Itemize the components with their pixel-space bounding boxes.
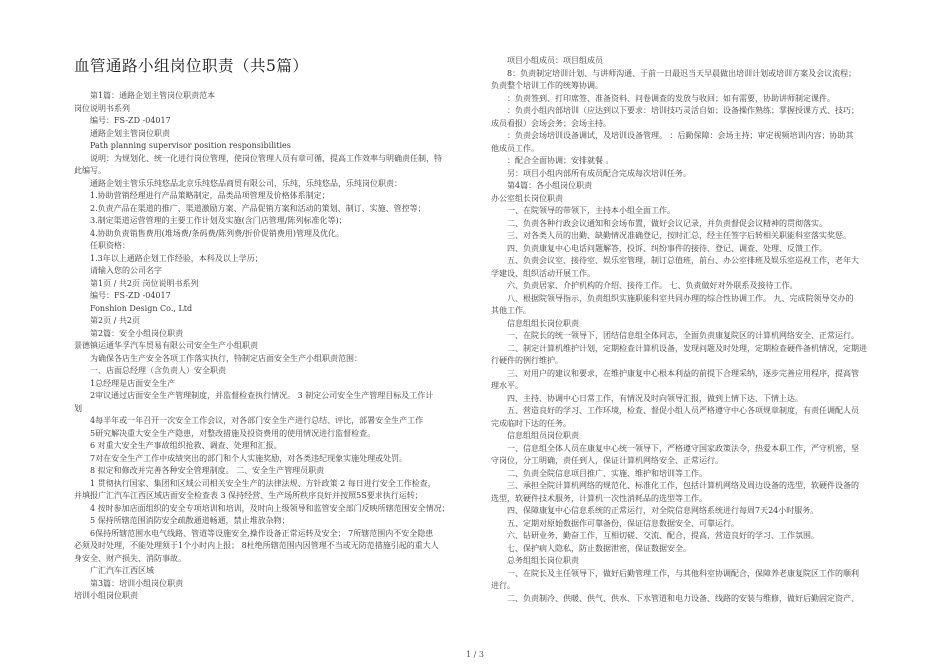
text-line: 五、负责会议室、接待室、娱乐室管理，制订总值班，前台、办公室排班及娱乐室巡视工作，老年大 xyxy=(507,256,859,265)
text-line: 1 贯彻执行国家、集团和区域公司相关安全生产的法律法规、方针政策 2 每日进行安全工作检查， xyxy=(90,478,436,488)
text-line: 行硬件的例行维护。 xyxy=(491,356,563,365)
text-line: 六、钻研业务，勤奋工作，互相切磋、交流、配合，提高，营造良好的学习、工作氛围。 xyxy=(507,531,819,540)
text-line: 3.制定渠道运营管理的主要工作计划及实施(含门店管理/陈列标准化等)； xyxy=(90,216,347,225)
text-line: 学建设、组织活动开展工作。 xyxy=(491,268,595,278)
text-line: 通路企划主管乐乐纯悠品北京乐纯悠品商贸有限公司，乐纯，乐纯悠品，乐纯岗位职责： xyxy=(90,178,402,188)
text-line: 第4篇：各小组岗位职责 xyxy=(507,181,593,190)
text-line: 请输入您的公司名字 xyxy=(90,266,162,275)
text-line: 第2页 / 共2页 xyxy=(90,316,140,325)
text-line: 一、在院长及主任领导下，做好后勤管理工作，与其他科室协调配合，保障养老康复院区工作的顺利 xyxy=(507,568,859,578)
text-line: 6保持所辖范围水电气线路、管道等设施安全,操作设备正常运转及安全； 7所辖范围内不安全隐患 xyxy=(90,528,434,538)
text-line: Fonshion Design Co., Ltd xyxy=(90,303,193,313)
text-line: 通路企划主管岗位职责 xyxy=(90,128,170,138)
text-line: 成员看报）会场会务；会场主持。 xyxy=(491,118,611,128)
text-line: 四、主持、协调中心日常工作，有情况及时向领导汇报，做到上情下达、下情上达。 xyxy=(507,393,803,403)
text-line: 五、营造良好的学习、工作环境，检查、督促小组人员严格遵守中心各项规章制度，有责任调配人员 xyxy=(507,406,859,415)
text-line: 划 xyxy=(74,403,82,413)
text-line: Path planning supervisor position responsibilities xyxy=(90,141,291,150)
text-line: 1.3年以上通路企划工作经验，本科及以上学历； xyxy=(90,253,263,263)
text-line: 此编写。 xyxy=(74,166,106,175)
text-line: 另：项目小组内部所有成员配合完成每次培训任务。 xyxy=(507,168,691,178)
text-line: 5 保持所辖范围消防安全疏散通道畅通，禁止堆放杂物； xyxy=(90,516,290,525)
text-line: ：负责会场培训设备调试，及培训设备管理。 ：后勤保障：会场主持；审定视频培训内容；协助其 xyxy=(507,131,854,140)
text-line: 说明：为规划化、统一化进行岗位管理，使岗位管理人员有章可循，提高工作效率与明确责任制，特 xyxy=(90,153,442,163)
text-line: 8：负责制定培训计划、与讲师沟通、于前一日最迟当天早晨做出培训计划或培训方案及会议流程； xyxy=(507,68,857,78)
text-line: 4每半年或一年召开一次安全工作会议，对各部门安全生产进行总结、评比，部署安全生产工作 xyxy=(90,416,424,425)
text-line: 理水平。 xyxy=(491,381,523,390)
text-line: 为确保各店生产安全各项工作落实执行，特制定店面安全生产小组职责范围： xyxy=(90,353,362,363)
text-line: 6 对重大安全生产事故组织抢救、调查、处理和汇报。 xyxy=(90,441,282,450)
text-line: 项目小组成员：项目组成员 xyxy=(507,56,603,65)
left-column xyxy=(74,90,472,603)
text-line: 信息组组长岗位职责 xyxy=(507,318,579,328)
text-line: 并填报广汇汽车江西区域店面安全检查表 3 保持经营、生产场所秩序良好并按照5S要求执行运转； xyxy=(74,491,423,500)
text-line: 五、定期对原始数据作可靠备份，保证信息数据安全、可靠运行。 xyxy=(507,518,739,528)
text-line: 守岗位，分工明确，责任到人，保证计算机网络安全、正常运行。 xyxy=(491,456,723,465)
text-line: ：配合全面协调；安排就餐 。 xyxy=(507,156,614,165)
text-line: 8 拟定和修改并完善各种安全管理制度。 二、安全生产管理员职责 xyxy=(90,466,325,475)
text-line: 四、保障康复中心信息系统的正常运行，对全院信息网络系统进行每周7天24小时服务。 xyxy=(507,506,819,515)
text-line: 景德镇运通华孚汽车贸易有限公司安全生产小组职责 xyxy=(74,341,258,350)
text-line: 一、在院长的统一领导下，团结信息组全体同志，全面负责康复院区的计算机网络安全、正常运行。 xyxy=(507,331,859,340)
text-line: 1.协助营销经理进行产品策略制定，品类品项管理及价格体系制定； xyxy=(90,191,330,200)
text-line: 7对在安全生产工作中成绩突出的部门和个人实施奖励，对各类违纪现象实施处理或处罚。 xyxy=(90,453,408,463)
text-line: 编号：FS-ZD -04017 xyxy=(90,116,171,125)
text-line: 广汇汽车江西区域 xyxy=(90,566,154,575)
text-line: ：负责签到、打印席签、准备资料、问卷调查的发放与收回；如有需要，协助讲师制定课件。 xyxy=(507,93,835,103)
text-line: 2审议通过店面安全生产管理制度，并监督检查执行情况。 3 制定公司安全生产管理目标及工作计 xyxy=(90,391,434,400)
text-line: 二、制定计算机维护计划，定期检查计算机设备，发现问题及时处理，定期检查硬件备机情况，定期进 xyxy=(507,343,867,353)
text-line: ：负责小组内部培训（应达到以下要求：培训技巧灵活自如；设备操作熟练；掌握授课方式、技巧； xyxy=(507,106,859,115)
text-line: 其他工作。 xyxy=(491,306,531,315)
text-line: 二、负责制冷、供暖、供气、供水、下水管道和电力设备、线路的安装与维修，做好后勤固定资产、 xyxy=(507,593,859,603)
text-line: 第2篇：安全小组岗位职责 xyxy=(90,328,184,338)
text-line: 二、负责全院信息项目推广、实施、维护和培训等工作。 xyxy=(507,468,707,478)
right-column xyxy=(491,55,879,605)
text-line: 2.负责产品在渠道的推广、渠道激励方案、产品促销方案和活动的策划、制订、实施、管控等； xyxy=(90,203,426,213)
text-line: 四、负责康复中心电话问题解答，投诉、纠纷事件的接待、登记、调查、处理、反馈工作。 xyxy=(507,243,827,253)
text-line: 选型，软硬件技术服务，计算机一次性消耗品的选型等工作。 xyxy=(491,493,707,503)
text-line: 第3篇：培训小组岗位职责 xyxy=(90,578,184,588)
text-line: 编号：FS-ZD -04017 xyxy=(90,291,171,300)
text-line: 一、信息组全体人员在康复中心统一领导下，严格遵守国家政策法令，热爱本职工作，严守机密，坚 xyxy=(507,443,859,453)
text-line: 三、承担全院计算机网络的规范化、标准化工作，包括计算机网络及周边设备的选型，软硬件设备的 xyxy=(507,481,859,490)
text-line: 二、负责各种行政会议通知和会场布置，做好会议记录，并负责督促会议精神的贯彻落实。 xyxy=(507,218,827,228)
text-line: 六、负责居家、介护机构的介绍、接待工作。 七、负责做好对外联系及接待工作。 xyxy=(507,281,798,290)
text-line: 1总经理是店面安全生产 xyxy=(90,378,176,388)
text-line: 完成临时下达的任务。 xyxy=(491,418,571,428)
text-line: 任职资格： xyxy=(90,241,130,250)
text-line: 三、对各类人员的出勤、缺勤情况准确登记，按时汇总，经主任签字后转相关职能科室落实奖惩。 xyxy=(507,231,851,240)
text-line: 第1页 / 共2页 岗位说明书系列 xyxy=(90,278,199,288)
text-line: 进行。 xyxy=(491,581,515,590)
text-line: 5研究解决重大安全生产隐患，对整改措施及投资费用的使用情况进行监督检查。 xyxy=(90,428,376,438)
text-line: 七、保护病人隐私，防止数据泄密，保证数据安全。 xyxy=(507,543,691,553)
text-line: 一、在院领导的带领下，主持本小组全面工作。 xyxy=(507,206,675,215)
text-line: 必须及时处理，不能处理须于1个小时内上报； 8杜绝所辖范围内因管理不当或无防范措施引起的重大人 xyxy=(74,541,439,550)
text-line: 信息组组员岗位职责 xyxy=(507,431,579,440)
text-line: 他成员工作。 xyxy=(491,143,539,153)
text-line: 第1篇：通路企划主管岗位职责范本 xyxy=(90,91,216,100)
text-line: 岗位说明书系列 xyxy=(74,103,130,113)
text-line: 三、对用户的建议和要求，在维护康复中心根本利益的前提下合理采纳，逐步完善应用程序，提高管 xyxy=(507,368,859,378)
text-line: 身安全、财产损失、消防事故。 xyxy=(74,553,186,563)
text-line: 负责整个培训工作的统筹协调。 xyxy=(491,81,603,90)
page-number: 1 / 3 xyxy=(466,650,484,659)
page-title: 血管通路小组岗位职责（共5篇） xyxy=(74,57,309,75)
text-line: 培训小组岗位职责 xyxy=(74,591,138,600)
text-line: 总务组组长岗位职责 xyxy=(507,556,579,565)
text-line: 办公室组长岗位职责 xyxy=(491,193,563,203)
text-line: 4 按时参加店面组织的安全专项培训和培训，及时向上级领导和监管安全部门反映所辖范围安全情况； xyxy=(90,503,450,513)
text-line: 一、店面总经理（含负责人）安全职责 xyxy=(90,366,226,375)
text-line: 4.协助负责销售费用(堆场费/条码费/陈列费/折价促销费用)管理及优化。 xyxy=(90,228,344,238)
text-line: 八、根据院领导指示，负责组织实施职能科室共同办理的综合性协调工作。 九、完成院领导交办的 xyxy=(507,293,854,303)
